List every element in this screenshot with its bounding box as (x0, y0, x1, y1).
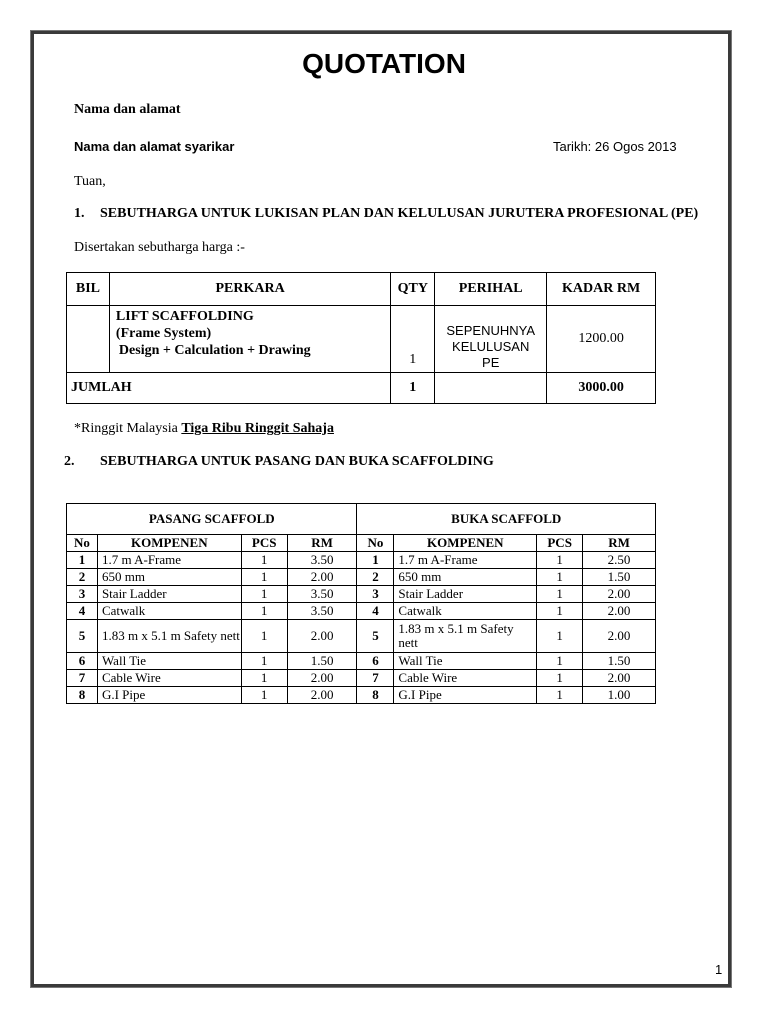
cell-komponen: 650 mm (394, 569, 537, 586)
cell-no: 2 (67, 569, 98, 586)
perkara-line: LIFT SCAFFOLDING (115, 309, 254, 324)
cell-no: 8 (357, 687, 394, 704)
col-bil: BIL (67, 273, 110, 306)
cell-pasang-pcs: 1 (241, 653, 287, 670)
cell-komponen: Cable Wire (97, 670, 241, 687)
cell-buka-pcs: 1 (537, 620, 583, 653)
ringgit-words: Tiga Ribu Ringgit Sahaja (181, 421, 334, 436)
cell-buka-pcs: 1 (537, 569, 583, 586)
cell-buka-pcs: 1 (537, 586, 583, 603)
total-row (67, 373, 656, 404)
table-row (67, 306, 656, 373)
perihal-line: SEPENUHNYA (446, 323, 536, 338)
cell-komponen: Cable Wire (394, 670, 537, 687)
column-header-row (67, 535, 656, 552)
total-perihal (435, 373, 547, 404)
cell-pasang-pcs: 1 (241, 620, 287, 653)
salutation: Tuan, (74, 174, 106, 189)
col-no: No (67, 535, 98, 552)
cell-buka-pcs: 1 (537, 687, 583, 704)
cell-no: 5 (357, 620, 394, 653)
cell-pasang-pcs: 1 (241, 603, 287, 620)
cell-perkara (109, 306, 390, 373)
cell-komponen: 1.7 m A-Frame (97, 552, 241, 569)
table-row (67, 670, 656, 687)
cell-no: 1 (67, 552, 98, 569)
page-number: 1 (715, 962, 723, 977)
cell-no: 3 (67, 586, 98, 603)
total-label: JUMLAH (67, 373, 391, 404)
col-rm: RM (583, 535, 656, 552)
cell-no: 4 (357, 603, 394, 620)
quotation-date: Tarikh: 26 Ogos 2013 (553, 139, 677, 154)
total-kadar: 3000.00 (547, 373, 656, 404)
cell-pasang-pcs: 1 (241, 586, 287, 603)
cell-komponen: Catwalk (97, 603, 241, 620)
cell-pasang-rm: 2.00 (287, 569, 357, 586)
cell-buka-rm: 1.50 (583, 653, 656, 670)
pasang-scaffold-title: PASANG SCAFFOLD (67, 504, 357, 535)
perihal-line: KELULUSAN (452, 339, 530, 354)
cell-pasang-rm: 2.00 (287, 687, 357, 704)
cell-pasang-rm: 3.50 (287, 552, 357, 569)
cell-bil (67, 306, 110, 373)
cell-pasang-pcs: 1 (241, 687, 287, 704)
col-komponen: KOMPENEN (97, 535, 241, 552)
cell-no: 3 (357, 586, 394, 603)
cell-buka-pcs: 1 (537, 670, 583, 687)
cell-komponen: Stair Ladder (394, 586, 537, 603)
section1-number: 1. (74, 206, 85, 221)
perkara-line: (Frame System) (115, 326, 212, 341)
ringgit-prefix: *Ringgit Malaysia (74, 421, 182, 436)
col-kadar: KADAR RM (547, 273, 656, 306)
cell-buka-pcs: 1 (537, 552, 583, 569)
document-title: QUOTATION (302, 48, 466, 79)
cell-pasang-rm: 2.00 (287, 620, 357, 653)
cell-pasang-rm: 3.50 (287, 603, 357, 620)
cell-pasang-rm: 3.50 (287, 586, 357, 603)
cell-no: 7 (357, 670, 394, 687)
section1-heading: SEBUTHARGA UNTUK LUKISAN PLAN DAN KELULUSAN JURUTERA PROFESIONAL (PE) (100, 206, 699, 221)
cell-buka-rm: 2.50 (583, 552, 656, 569)
cell-no: 6 (67, 653, 98, 670)
cell-pasang-rm: 1.50 (287, 653, 357, 670)
pe-quotation-table (66, 272, 656, 404)
recipient-name: Nama dan alamat (74, 102, 181, 117)
cell-pasang-pcs: 1 (241, 569, 287, 586)
cell-no: 4 (67, 603, 98, 620)
cell-pasang-pcs: 1 (241, 670, 287, 687)
table-row (67, 586, 656, 603)
perihal-line: PE (482, 355, 500, 370)
table-row (67, 603, 656, 620)
col-perkara: PERKARA (109, 273, 390, 306)
cell-no: 6 (357, 653, 394, 670)
table-row (67, 552, 656, 569)
section1-intro: Disertakan sebutharga harga :- (74, 240, 245, 255)
table-row (67, 687, 656, 704)
buka-scaffold-title: BUKA SCAFFOLD (357, 504, 656, 535)
cell-buka-rm: 2.00 (583, 603, 656, 620)
cell-pasang-rm: 2.00 (287, 670, 357, 687)
cell-no: 2 (357, 569, 394, 586)
cell-buka-rm: 2.00 (583, 620, 656, 653)
perkara-line: Design + Calculation + Drawing (118, 343, 311, 358)
cell-buka-rm: 1.50 (583, 569, 656, 586)
section2-number: 2. (64, 454, 75, 469)
cell-buka-rm: 2.00 (583, 670, 656, 687)
cell-no: 8 (67, 687, 98, 704)
table-row (67, 620, 656, 653)
scaffold-price-table (66, 503, 656, 704)
group-header-row (67, 504, 656, 535)
cell-qty: 1 (391, 306, 435, 373)
cell-komponen: 1.7 m A-Frame (394, 552, 537, 569)
cell-buka-pcs: 1 (537, 653, 583, 670)
table-header-row (67, 273, 656, 306)
total-qty: 1 (391, 373, 435, 404)
cell-komponen: 1.83 m x 5.1 m Safety nett (394, 620, 537, 653)
col-perihal: PERIHAL (435, 273, 547, 306)
cell-buka-rm: 1.00 (583, 687, 656, 704)
ringgit-note (74, 421, 334, 437)
cell-perihal (435, 306, 547, 373)
cell-komponen: Catwalk (394, 603, 537, 620)
col-qty: QTY (391, 273, 435, 306)
cell-komponen: Wall Tie (97, 653, 241, 670)
cell-buka-pcs: 1 (537, 603, 583, 620)
cell-komponen: 1.83 m x 5.1 m Safety nett (97, 620, 241, 653)
cell-kadar: 1200.00 (547, 306, 656, 373)
col-no: No (357, 535, 394, 552)
col-komponen: KOMPENEN (394, 535, 537, 552)
cell-komponen: G.I Pipe (97, 687, 241, 704)
col-pcs: PCS (537, 535, 583, 552)
section2-heading: SEBUTHARGA UNTUK PASANG DAN BUKA SCAFFOLDING (100, 454, 494, 469)
col-pcs: PCS (241, 535, 287, 552)
cell-komponen: 650 mm (97, 569, 241, 586)
cell-komponen: G.I Pipe (394, 687, 537, 704)
cell-komponen: Stair Ladder (97, 586, 241, 603)
cell-buka-rm: 2.00 (583, 586, 656, 603)
cell-pasang-pcs: 1 (241, 552, 287, 569)
cell-komponen: Wall Tie (394, 653, 537, 670)
table-row (67, 653, 656, 670)
cell-no: 5 (67, 620, 98, 653)
table-row (67, 569, 656, 586)
cell-no: 1 (357, 552, 394, 569)
cell-no: 7 (67, 670, 98, 687)
company-name: Nama dan alamat syarikar (74, 139, 235, 154)
col-rm: RM (287, 535, 357, 552)
